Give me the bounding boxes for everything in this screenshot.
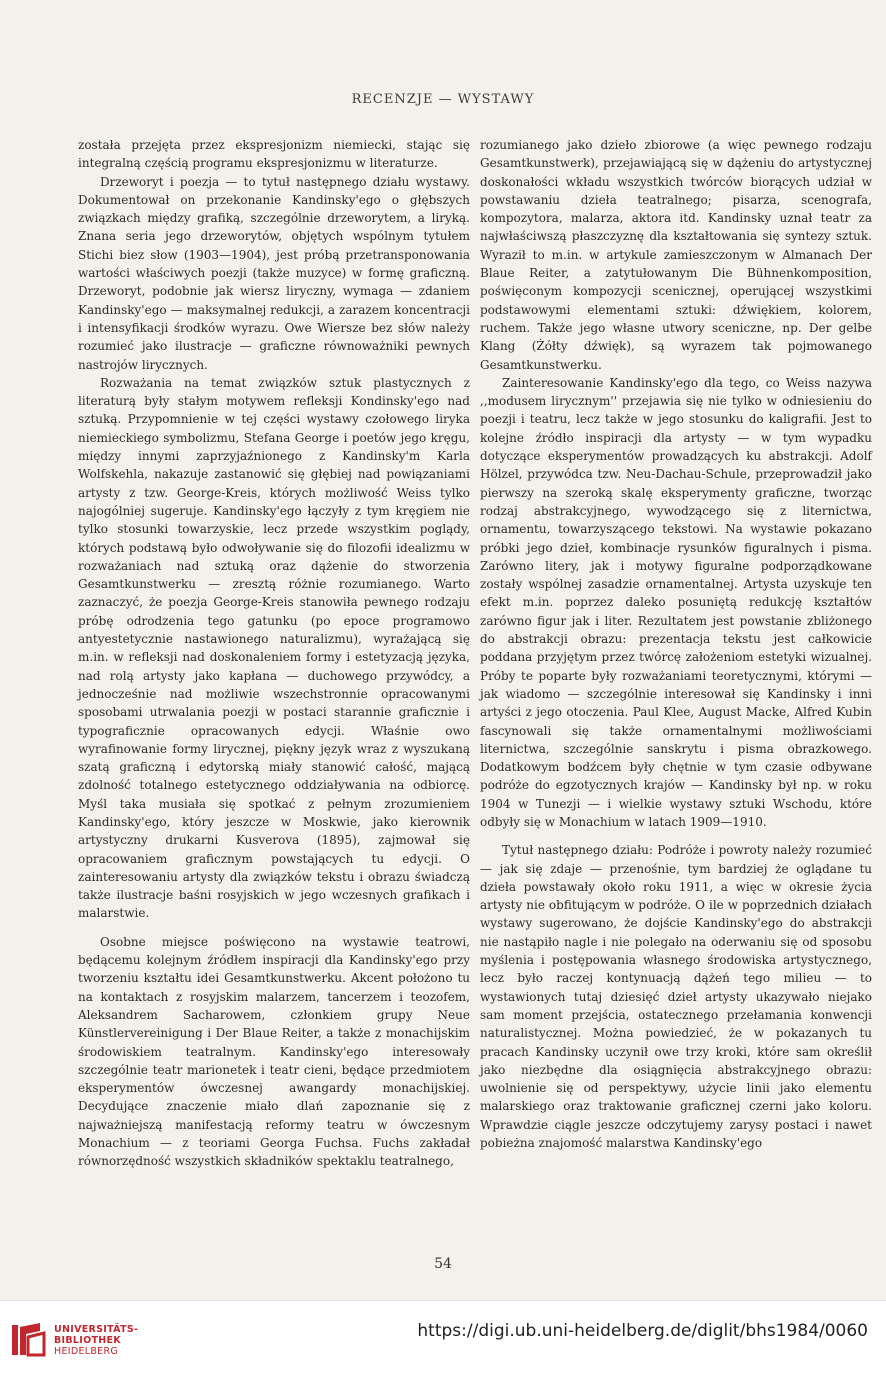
paragraph: rozumianego jako dzieło zbiorowe (a więc pewnego rodzaju Gesamtkunstwerk), przejawiającą się w dążeniu do artystycznej doskonałości wkładu wszystkich twórców biorących udział w powstawaniu dzieła teatralnego; pisarza, scenografa, kompozytora, malarza, aktora itd. Kandinsky uznał teatr za najwłaściwszą płaszczyznę dla kształtowania się syntezy sztuk. Wyraził to m.in. w artykule zamieszczonym w Almanach Der Blaue Reiter, a zatytułowanym Die Bühnenkomposition, poświęconym kompozycji scenicznej, operującej wszystkimi podstawowymi elementami sztuki: dźwiękiem, kolorem, ruchem. Także jego własne utwory sceniczne, np. Der gelbe Klang (Żółty dźwięk), są wyrazem tak pojmowanego Gesamtkunstwerku. — [480, 138, 872, 372]
library-logo-text — [54, 1324, 138, 1357]
page-number: 54 — [434, 1256, 452, 1272]
logo-line: UNIVERSITÄTS- — [54, 1323, 139, 1335]
paragraph: Rozważania na temat związków sztuk plastycznych z literaturą były stałym motywem refleksji Kondinsky'ego nad sztuką. Przypomnienie w tej części wystawy czołowego liryka niemieckiego symbolizmu, Stefana George i poetów jego kręgu, między innymi zaprzyjaźnionego z Kandinsky'm Karla Wolfskehla, nakazuje zastanowić się głębiej nad powiązaniami artysty z tzw. George-Kreis, których możliwość Weiss tylko najogólniej sugeruje. Kandinsky'ego łączyły z tym kręgiem nie tylko stosunki towarzyskie, lecz przede wszystkim poglądy, których podstawą było odwoływanie się do filozofii idealizmu w rozważaniach nad sztuką oraz dążenie do stworzenia Gesamtkunstwerku — zresztą różnie rozumianego. Warto zaznaczyć, że poezja George-Kreis stanowiła pewnego rodzaju próbę odrodzenia tego gatunku (po epoce programowo antyestetycznie nastawionego naturalizmu), wyrażającą się m.in. w refleksji nad doskonaleniem formy i estetyzacją języka, nad rolą artysty jako kapłana — duchowego przywódcy, a jednocześnie nad możliwie wszechstronnie opracowanymi sposobami utrwalania poezji w postaci starannie graficznie i typograficznie opracowanych edycji. Właśnie owo wyrafinowanie formy lirycznej, piękny język wraz z wyszukaną szatą graficzną i edytorską miały stanowić całość, mającą zdolność totalnego estetycznego oddziaływania na odbiorcę. Myśl taka musiała się spotkać z pełnym zrozumieniem Kandinsky'ego, który jeszcze w Moskwie, jako kierownik artystyczny drukarni Kusverova (1895), zajmował się opracowaniem graficznym powstających tu edycji. O zainteresowaniu artysty dla związków tekstu i obrazu świadczą także ilustracje baśni rosyjskich w jego wczesnych grafikach i malarstwie. — [78, 375, 470, 921]
logo-line: BIBLIOTHEK — [54, 1334, 121, 1346]
paragraph: Zainteresowanie Kandinsky'ego dla tego, co Weiss nazywa ,,modusem lirycznym'' przejawia się nie tylko w odniesieniu do poezji i teatru, lecz także w jego stosunku do kaligrafii. Jest to kolejne źródło inspiracji dla artysty — w tym wypadku dotyczące eksperymentów prowadzących ku abstrakcji. Adolf Hölzel, przywódca tzw. Neu-Dachau-Schule, przeprowadził jako pierwszy na szeroką skalę eksperymenty graficzne, tworząc rodzaj abstrakcyjnego, wywodzącego się z liternictwa, ornamentu, towarzyszącego tekstowi. Na wystawie pokazano próbki jego dzieł, kombinacje rysunków figuralnych i pisma. Zarówno litery, jak i motywy figuralne podporządkowane zostały wspólnej zasadzie ornamentalnej. Artysta uzyskuje ten efekt m.in. poprzez daleko posuniętą redukcję kształtów zarówno figur jak i liter. Rezultatem jest powstanie zbliżonego do abstrakcji obrazu: prezentacja tekstu jest całkowicie poddana przyjętym przez twórcę założeniom estetyki wizualnej. Próby te poparte były rozważaniami teoretycznymi, którymi — jak wiadomo — szczególnie interesował się Kandinsky i inni artyści z jego otoczenia. Paul Klee, August Macke, Alfred Kubin fascynowali się także ornamentalnymi możliwościami liternictwa, szczególnie sanskrytu i pisma obrazkowego. Dodatkowym bodźcem były chętnie w tym czasie odbywane podróże do egzotycznych krajów — Kandinsky był np. w roku 1904 w Tunezji — i wielkie wystawy sztuki Wschodu, które odbyły się w Monachium w latach 1909—1910. — [480, 375, 872, 829]
paragraph: Osobne miejsce poświęcono na wystawie teatrowi, będącemu kolejnym źródłem inspiracji dla Kandinsky'ego przy tworzeniu kształtu idei Gesamtkunstwerku. Akcent położono tu na kontaktach z rosyjskim malarzem, tancerzem i teozofem, Aleksandrem Sacharowem, członkiem grupy Neue Künstlervereinigung i Der Blaue Reiter, a także z monachijskim środowiskiem teatralnym. Kandinsky'ego interesowały szczególnie teatr marionetek i teatr cieni, będące przedmiotem eksperymentów ówczesnej awangardy monachijskiej. Decydujące znaczenie miało dlań zapoznanie się z najważniejszą manifestacją reformy teatru w ówczesnym Monachium — z teoriami Georga Fuchsa. Fuchs zakładał równorzędność wszystkich składników spektaklu teatralnego, — [78, 934, 470, 1169]
permalink-url[interactable]: https://digi.ub.uni-heidelberg.de/diglit/bhs1984/0060 — [417, 1321, 868, 1341]
left-text-column — [78, 136, 470, 1171]
logo-line: HEIDELBERG — [54, 1345, 119, 1357]
library-logo[interactable] — [10, 1321, 138, 1359]
viewer-footer — [0, 1300, 886, 1375]
running-header: RECENZJE — WYSTAWY — [351, 92, 535, 107]
paragraph: Drzeworyt i poezja — to tytuł następnego działu wystawy. Dokumentował on przekonanie Kandinsky'ego o głębszych związkach między grafiką, szczególnie drzeworytem, a liryką. Znana seria jego drzeworytów, objętych wspólnym tytułem Stichi biez słow (1903—1904), jest próbą przetransponowania wartości właściwych poezji (także muzyce) w formę graficzną. Drzeworyt, podobnie jak wiersz liryczny, wymaga — zdaniem Kandinsky'ego — maksymalnej redukcji, a zarazem koncentracji i intensyfikacji środków wyrazu. Owe Wiersze bez słów należy rozumieć jako ilustracje — graficzne równoważniki pewnych nastrojów lirycznych. — [78, 174, 470, 372]
paragraph: została przejęta przez ekspresjonizm niemiecki, stając się integralną częścią programu ekspresjonizmu w literaturze. — [78, 138, 470, 171]
paragraph: Tytuł następnego działu: Podróże i powroty należy rozumieć — jak się zdaje — przenośnie, tym bardziej że oglądane tu dzieła powstawały około roku 1911, a więc w okresie życia artysty nie obfitującym w podróże. O ile w poprzednich działach wystawy sugerowano, że dojście Kandinsky'ego do abstrakcji nie nastąpiło nagle i nie polegało na oderwaniu się od sposobu myślenia i postępowania własnego środowiska artystycznego, lecz było raczej kontynuacją dążeń tego milieu — to wystawionych tutaj dziesięć dzieł artysty ukazywało niejako sam moment przejścia, ostatecznego przełamania konwencji naturalistycznej. Można powiedzieć, że w pokazanych tu pracach Kandinsky uczynił owe trzy kroki, które sam określił jako niezbędne dla osiągnięcia abstrakcyjnego obrazu: uwolnienie się od perspektywy, użycie linii jako elementu malarskiego oraz traktowanie graficznej czerni jako koloru. Wprawdzie ciągle jeszcze odczytujemy zarysy postaci i nawet pobieżna znajomość malarstwa Kandinsky'ego — [480, 843, 872, 1151]
library-logo-icon — [10, 1321, 48, 1359]
right-text-column — [480, 136, 872, 1152]
